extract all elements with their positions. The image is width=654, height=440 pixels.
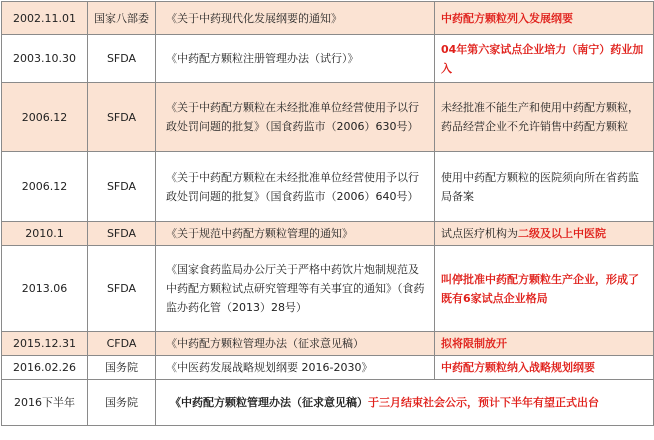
document-cell: 《国家食药监局办公厅关于严格中药饮片炮制规范及中药配方颗粒试点研究管理等有关事宜的通知》（食药监办药化管（2013）28号） <box>156 246 435 332</box>
table-row <box>2 246 654 332</box>
issuer-cell: CFDA <box>88 332 156 356</box>
note-cell <box>435 222 654 246</box>
issuer-cell: 国家八部委 <box>88 2 156 35</box>
issuer-cell: SFDA <box>88 35 156 83</box>
issuer-cell: SFDA <box>88 246 156 332</box>
date-cell: 2010.1 <box>2 222 88 246</box>
table-row <box>2 380 654 426</box>
note-cell: 未经批准不能生产和使用中药配方颗粒，药品经营企业不允许销售中药配方颗粒 <box>435 83 654 152</box>
table-row <box>2 356 654 380</box>
document-cell: 《中药配方颗粒注册管理办法（试行）》 <box>156 35 435 83</box>
note-prefix: 试点医疗机构为 <box>441 227 518 240</box>
document-cell: 《关于中药现代化发展纲要的通知》 <box>156 2 435 35</box>
note-cell: 中药配方颗粒纳入战略规划纲要 <box>435 356 654 380</box>
date-cell: 2006.12 <box>2 152 88 222</box>
issuer-cell: SFDA <box>88 222 156 246</box>
note-highlight: 二级及以上中医院 <box>518 227 606 240</box>
note-cell: 使用中药配方颗粒的医院须向所在省药监局备案 <box>435 152 654 222</box>
issuer-cell: SFDA <box>88 83 156 152</box>
date-cell: 2016.02.26 <box>2 356 88 380</box>
table-row <box>2 2 654 35</box>
date-cell: 2006.12 <box>2 83 88 152</box>
document-text: 《中药配方颗粒管理办法（征求意见稿） <box>170 396 368 409</box>
issuer-cell: SFDA <box>88 152 156 222</box>
document-cell: 《中医药发展战略规划纲要 2016-2030》 <box>156 356 435 380</box>
note-cell: 04年第六家试点企业培力（南宁）药业加入 <box>435 35 654 83</box>
issuer-cell: 国务院 <box>88 380 156 426</box>
date-cell: 2016下半年 <box>2 380 88 426</box>
table-row <box>2 35 654 83</box>
issuer-cell: 国务院 <box>88 356 156 380</box>
date-cell: 2002.11.01 <box>2 2 88 35</box>
table-row <box>2 83 654 152</box>
note-cell: 叫停批准中药配方颗粒生产企业，形成了既有6家试点企业格局 <box>435 246 654 332</box>
table-row <box>2 222 654 246</box>
note-cell: 拟将限制放开 <box>435 332 654 356</box>
merged-document-note-cell <box>156 380 654 426</box>
table-row <box>2 332 654 356</box>
document-cell: 《关于规范中药配方颗粒管理的通知》 <box>156 222 435 246</box>
document-cell: 《关于中药配方颗粒在未经批准单位经营使用予以行政处罚问题的批复》（国食药监市（2006）640号） <box>156 152 435 222</box>
note-cell: 中药配方颗粒列入发展纲要 <box>435 2 654 35</box>
policy-timeline-table <box>1 1 654 426</box>
table-row <box>2 152 654 222</box>
document-cell: 《关于中药配方颗粒在未经批准单位经营使用予以行政处罚问题的批复》（国食药监市（2006）630号） <box>156 83 435 152</box>
date-cell: 2013.06 <box>2 246 88 332</box>
document-cell: 《中药配方颗粒管理办法（征求意见稿） <box>156 332 435 356</box>
note-text: 于三月结束社会公示，预计下半年有望正式出台 <box>368 396 599 409</box>
date-cell: 2003.10.30 <box>2 35 88 83</box>
date-cell: 2015.12.31 <box>2 332 88 356</box>
